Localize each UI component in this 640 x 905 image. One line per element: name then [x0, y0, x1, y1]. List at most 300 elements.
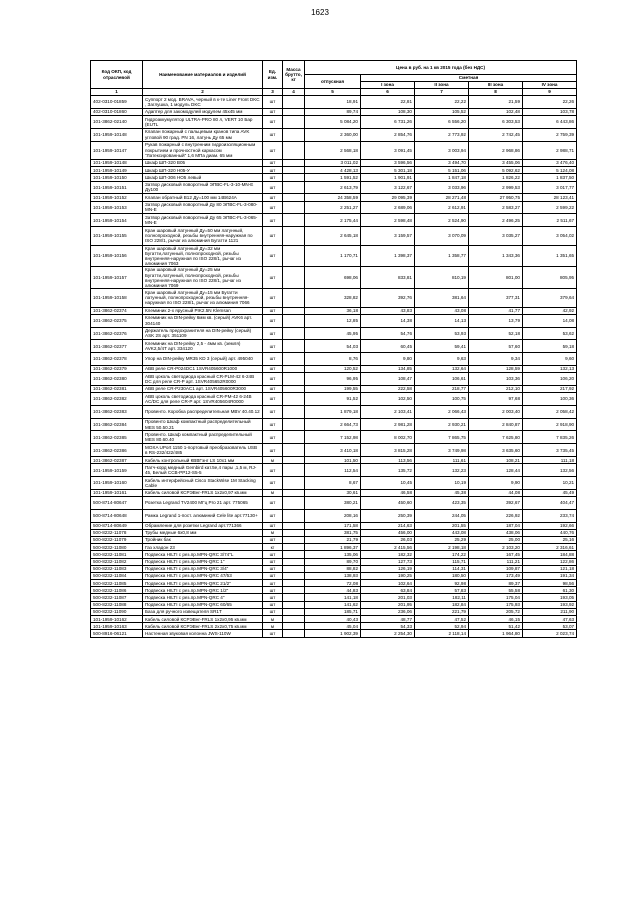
cell-release-price: 2 175,44: [305, 214, 361, 227]
cell-mass: [283, 340, 305, 353]
cell-zone-4-price: 100,36: [523, 393, 577, 406]
cell-code: 500-8232-11079: [91, 536, 143, 543]
cell-code: 500-8232-11082: [91, 558, 143, 565]
cell-zone-2-price: 45,38: [415, 489, 469, 496]
cell-zone-2-price: 381,64: [415, 289, 469, 307]
table-row: [91, 128, 577, 141]
cell-mass: [283, 267, 305, 289]
table-row: [91, 353, 577, 366]
cell-unit: м: [263, 489, 283, 496]
cell-release-price: 120,52: [305, 365, 361, 372]
cell-code: 101-3862-02379: [91, 365, 143, 372]
cell-release-price: 185,71: [305, 608, 361, 615]
cell-release-price: 12,85: [305, 314, 361, 327]
table-row: [91, 565, 577, 572]
cell-zone-3-price: 25,00: [469, 536, 523, 543]
col-number: 7: [415, 89, 469, 96]
cell-unit: шт: [263, 497, 283, 510]
cell-code: 101-3862-02387: [91, 457, 143, 464]
cell-release-price: 24 358,59: [305, 194, 361, 201]
cell-code: 101-3862-02140: [91, 115, 143, 128]
cell-name: Кабель контрольный КВВГэнг LS 10х1 мм: [143, 457, 263, 464]
cell-zone-3-price: 187,04: [469, 522, 523, 529]
cell-code: 101-1959-10150: [91, 174, 143, 181]
cell-zone-2-price: 2 773,92: [415, 128, 469, 141]
table-row: [91, 167, 577, 174]
cell-release-price: 3 410,18: [305, 444, 361, 457]
cell-release-price: 1 902,39: [305, 630, 361, 637]
cell-zone-1-price: 8 002,70: [361, 431, 415, 444]
cell-zone-3-price: 108,21: [469, 457, 523, 464]
cell-zone-1-price: 222,58: [361, 385, 415, 392]
cell-zone-3-price: 44,08: [469, 489, 523, 496]
cell-release-price: 30,61: [305, 489, 361, 496]
cell-code: 101-1959-10155: [91, 227, 143, 245]
cell-zone-1-price: 127,73: [361, 558, 415, 565]
table-row: [91, 108, 577, 115]
header-zone-3: III зона: [469, 82, 523, 89]
cell-unit: шт: [263, 314, 283, 327]
cell-zone-2-price: 106,61: [415, 373, 469, 386]
cell-zone-2-price: 28 271,48: [415, 194, 469, 201]
cell-name: Подвеска HILTI с рез.пр.MPN-QRC 21/2": [143, 580, 263, 587]
cell-mass: [283, 572, 305, 579]
cell-release-price: 89,70: [305, 558, 361, 565]
cell-zone-2-price: 1 847,18: [415, 174, 469, 181]
table-row: [91, 314, 577, 327]
cell-zone-4-price: 42,92: [523, 307, 577, 314]
cell-release-price: 7 152,98: [305, 431, 361, 444]
table-body: [91, 96, 577, 638]
cell-code: 101-3862-02374: [91, 307, 143, 314]
cell-name: ABB цоколь светодиода красный CR-PLM-42 6-24В DC для реле CR-P арт. 1SVR405652R0000: [143, 373, 263, 386]
cell-mass: [283, 509, 305, 522]
cell-mass: [283, 385, 305, 392]
cell-name: Упор на DIN-рейку MR35 KD 3 (серый) арт. 495040: [143, 353, 263, 366]
cell-code: 101-3862-02385: [91, 431, 143, 444]
cell-unit: шт: [263, 96, 283, 109]
cell-release-price: 138,93: [305, 572, 361, 579]
cell-zone-2-price: 221,79: [415, 608, 469, 615]
cell-mass: [283, 497, 305, 510]
cell-name: Подвеска HILTI с рез.пр.MPN-QRC 1": [143, 558, 263, 565]
table-row: [91, 393, 577, 406]
cell-release-price: 380,21: [305, 497, 361, 510]
cell-zone-2-price: 182,84: [415, 601, 469, 608]
cell-release-price: 141,18: [305, 594, 361, 601]
cell-mass: [283, 314, 305, 327]
cell-zone-4-price: 2 023,74: [523, 630, 577, 637]
cell-zone-1-price: 2 854,76: [361, 128, 415, 141]
cell-name: Газ хладон 23: [143, 544, 263, 551]
cell-code: 101-1959-10154: [91, 214, 143, 227]
cell-unit: шт: [263, 245, 283, 267]
cell-release-price: 208,16: [305, 509, 361, 522]
table-row: [91, 558, 577, 565]
cell-zone-1-price: 5 301,18: [361, 167, 415, 174]
table-row: [91, 477, 577, 490]
cell-zone-4-price: 3 476,40: [523, 159, 577, 166]
table-row: [91, 174, 577, 181]
cell-zone-3-price: 801,00: [469, 267, 523, 289]
col-number: 8: [469, 89, 523, 96]
cell-mass: [283, 174, 305, 181]
cell-zone-1-price: 1 398,37: [361, 245, 415, 267]
table-row: [91, 594, 577, 601]
cell-zone-4-price: 53,07: [523, 623, 577, 630]
cell-unit: шт: [263, 307, 283, 314]
cell-zone-2-price: 7 865,75: [415, 431, 469, 444]
cell-zone-2-price: 810,19: [415, 267, 469, 289]
table-row: [91, 365, 577, 372]
cell-code: 500-8232-11087: [91, 594, 143, 601]
cell-release-price: 135,06: [305, 551, 361, 558]
cell-zone-4-price: 193,92: [523, 601, 577, 608]
cell-mass: [283, 536, 305, 543]
header-estimate: Сметная: [361, 75, 577, 82]
cell-zone-3-price: 1 964,80: [469, 630, 523, 637]
table-row: [91, 489, 577, 496]
table-row: [91, 544, 577, 551]
cell-zone-1-price: 450,60: [361, 497, 415, 510]
cell-zone-2-price: 9,63: [415, 353, 469, 366]
cell-zone-2-price: 3 749,98: [415, 444, 469, 457]
cell-release-price: 698,06: [305, 267, 361, 289]
cell-mass: [283, 393, 305, 406]
header-zone-2: II зона: [415, 82, 469, 89]
cell-code: 101-3862-02380: [91, 373, 143, 386]
cell-mass: [283, 365, 305, 372]
cell-zone-2-price: 423,35: [415, 497, 469, 510]
cell-mass: [283, 464, 305, 477]
cell-release-price: 381,75: [305, 529, 361, 536]
cell-unit: кг: [263, 544, 283, 551]
cell-zone-4-price: 121,18: [523, 565, 577, 572]
cell-zone-4-price: 98,56: [523, 580, 577, 587]
cell-zone-1-price: 190,25: [361, 572, 415, 579]
cell-zone-2-price: 114,31: [415, 565, 469, 572]
cell-unit: шт: [263, 551, 283, 558]
cell-unit: шт: [263, 194, 283, 201]
cell-zone-4-price: 191,34: [523, 572, 577, 579]
cell-zone-1-price: 135,72: [361, 464, 415, 477]
cell-zone-3-price: 102,48: [469, 108, 523, 115]
cell-code: 101-1959-10158: [91, 289, 143, 307]
cell-code: 101-3862-02376: [91, 327, 143, 340]
cell-zone-1-price: 29 095,39: [361, 194, 415, 201]
cell-release-price: 2 360,00: [305, 128, 361, 141]
cell-release-price: 112,54: [305, 464, 361, 477]
cell-zone-4-price: 61,30: [523, 587, 577, 594]
cell-zone-3-price: 1 343,36: [469, 245, 523, 267]
cell-release-price: 101,50: [305, 457, 361, 464]
table-row: [91, 623, 577, 630]
table-row: [91, 418, 577, 431]
cell-mass: [283, 96, 305, 109]
cell-unit: шт: [263, 393, 283, 406]
cell-zone-4-price: 1 837,50: [523, 174, 577, 181]
cell-code: 500-8232-11078: [91, 529, 143, 536]
cell-release-price: 199,55: [305, 385, 361, 392]
cell-unit: шт: [263, 327, 283, 340]
cell-zone-2-price: 443,08: [415, 529, 469, 536]
table-row: [91, 214, 577, 227]
cell-unit: шт: [263, 353, 283, 366]
cell-zone-1-price: 126,19: [361, 565, 415, 572]
cell-code: 500-8232-11085: [91, 580, 143, 587]
cell-zone-1-price: 182,32: [361, 551, 415, 558]
cell-zone-4-price: 59,18: [523, 340, 577, 353]
cell-unit: шт: [263, 201, 283, 214]
cell-zone-1-price: 54,33: [361, 623, 415, 630]
cell-zone-4-price: 7 835,26: [523, 431, 577, 444]
col-number: 4: [283, 89, 305, 96]
table-row: [91, 444, 577, 457]
cell-zone-2-price: 1 358,77: [415, 245, 469, 267]
cell-name: Клеммник 2-х ярусный PIK2.5N Klemsan: [143, 307, 263, 314]
cell-zone-4-price: 132,56: [523, 464, 577, 477]
cell-zone-2-price: 47,52: [415, 616, 469, 623]
cell-release-price: 141,62: [305, 601, 361, 608]
cell-zone-1-price: 54,76: [361, 327, 415, 340]
cell-zone-2-price: 3 003,94: [415, 141, 469, 159]
cell-release-price: 89,74: [305, 108, 361, 115]
cell-zone-4-price: 3 054,02: [523, 227, 577, 245]
cell-zone-4-price: 22,26: [523, 96, 577, 109]
cell-mass: [283, 565, 305, 572]
cell-name: Адаптер для закомодулей модулем 45х45 мм: [143, 108, 263, 115]
cell-code: 500-8232-11088: [91, 601, 143, 608]
cell-mass: [283, 587, 305, 594]
cell-zone-1-price: 2 689,06: [361, 201, 415, 214]
page-number: 1623: [311, 8, 329, 17]
cell-code: 101-1959-10162: [91, 616, 143, 623]
cell-zone-4-price: 211,90: [523, 608, 577, 615]
cell-zone-3-price: 27 950,75: [469, 194, 523, 201]
cell-zone-3-price: 57,60: [469, 340, 523, 353]
cell-zone-2-price: 182,11: [415, 594, 469, 601]
table-row: [91, 289, 577, 307]
cell-zone-2-price: 201,55: [415, 522, 469, 529]
cell-zone-3-price: 2 103,20: [469, 544, 523, 551]
cell-zone-1-price: 1 901,91: [361, 174, 415, 181]
cell-zone-1-price: 2 598,48: [361, 214, 415, 227]
cell-unit: шт: [263, 181, 283, 194]
cell-zone-4-price: 3 735,45: [523, 444, 577, 457]
cell-mass: [283, 201, 305, 214]
cell-release-price: 2 645,18: [305, 227, 361, 245]
cell-zone-3-price: 13,79: [469, 314, 523, 327]
cell-zone-3-price: 103,36: [469, 373, 523, 386]
cell-name: Подвеска HILTI с рез.пр.MPN-QRC 1/2": [143, 587, 263, 594]
cell-code: 500-8714-80648: [91, 509, 143, 522]
cell-zone-3-price: 51,42: [469, 623, 523, 630]
cell-code: 101-1959-10157: [91, 267, 143, 289]
cell-zone-2-price: 6 556,20: [415, 115, 469, 128]
cell-name: Клапан обратный B12 Ду=100 мм 14B624А: [143, 194, 263, 201]
cell-code: 101-3862-02378: [91, 353, 143, 366]
cell-unit: шт: [263, 115, 283, 128]
cell-zone-3-price: 2 742,45: [469, 128, 523, 141]
cell-zone-4-price: 111,18: [523, 457, 577, 464]
cell-release-price: 44,83: [305, 587, 361, 594]
cell-zone-1-price: 250,39: [361, 509, 415, 522]
cell-name: Затвор дисковый поворотный Ду 80 ЭПВС-FL-3-080-MN-E: [143, 201, 263, 214]
cell-zone-2-price: 59,41: [415, 340, 469, 353]
cell-unit: шт: [263, 128, 283, 141]
cell-mass: [283, 580, 305, 587]
cell-release-price: 88,82: [305, 565, 361, 572]
cell-unit: шт: [263, 289, 283, 307]
cell-name: Подвеска HILTI с рез.пр.MPN-QRC 60/65: [143, 601, 263, 608]
cell-code: 101-1959-10156: [91, 245, 143, 267]
cell-zone-4-price: 47,63: [523, 616, 577, 623]
cell-mass: [283, 128, 305, 141]
cell-zone-2-price: 3 494,70: [415, 159, 469, 166]
cell-zone-4-price: 25,16: [523, 536, 577, 543]
cell-zone-1-price: 134,85: [361, 365, 415, 372]
cell-release-price: 1 896,37: [305, 544, 361, 551]
cell-zone-2-price: 100,75: [415, 393, 469, 406]
cell-zone-3-price: 392,67: [469, 497, 523, 510]
cell-zone-4-price: 2 759,39: [523, 128, 577, 141]
cell-code: 101-3862-02375: [91, 314, 143, 327]
cell-zone-3-price: 7 625,80: [469, 431, 523, 444]
cell-release-price: 2 568,18: [305, 141, 361, 159]
cell-mass: [283, 245, 305, 267]
cell-zone-4-price: 193,05: [523, 594, 577, 601]
cell-zone-1-price: 2 103,41: [361, 405, 415, 418]
cell-code: 500-8232-11080: [91, 544, 143, 551]
cell-code: 101-1959-10160: [91, 477, 143, 490]
cell-name: Клеммник на DIN-рейку 6мм кв. (серый) AVK6 арт. 304140: [143, 314, 263, 327]
cell-name: Настенная звуковая колонна JWS-110W: [143, 630, 263, 637]
cell-name: Кран шаровый латунный Ду=32 мм Бугатти,латунный, полнопроходной, резьбы внутренняя-наружная по ISO 228/1, рычаг из алюминия 7063: [143, 245, 263, 267]
cell-zone-1-price: 46,58: [361, 489, 415, 496]
cell-zone-1-price: 201,95: [361, 601, 415, 608]
cell-mass: [283, 159, 305, 166]
cell-zone-1-price: 10,45: [361, 477, 415, 490]
cell-release-price: 96,95: [305, 373, 361, 386]
cell-mass: [283, 327, 305, 340]
table-row: [91, 536, 577, 543]
cell-zone-4-price: 45,49: [523, 489, 577, 496]
cell-zone-3-price: 2 968,86: [469, 141, 523, 159]
cell-zone-2-price: 174,22: [415, 551, 469, 558]
cell-zone-4-price: 53,62: [523, 327, 577, 340]
header-mass: Масса брутто, кг: [283, 61, 305, 89]
cell-mass: [283, 115, 305, 128]
cell-name: Гидроаккумулятор ULTRA-PRO 80 л, VERT 10 Бар (EUTL: [143, 115, 263, 128]
cell-zone-2-price: 111,61: [415, 457, 469, 464]
cell-mass: [283, 353, 305, 366]
table-row: [91, 327, 577, 340]
cell-zone-3-price: 3 035,27: [469, 227, 523, 245]
table-row: [91, 580, 577, 587]
cell-release-price: 3 011,02: [305, 159, 361, 166]
cell-name: Провенто. Шкаф компактный распределительный MES 80.60.40: [143, 431, 263, 444]
cell-release-price: 45,95: [305, 327, 361, 340]
cell-zone-4-price: 106,20: [523, 373, 577, 386]
cell-zone-2-price: 2 066,43: [415, 405, 469, 418]
cell-mass: [283, 601, 305, 608]
cell-code: 101-3862-02382: [91, 393, 143, 406]
cell-mass: [283, 630, 305, 637]
cell-mass: [283, 227, 305, 245]
cell-zone-3-price: 173,49: [469, 572, 523, 579]
cell-mass: [283, 141, 305, 159]
cell-zone-2-price: 2 524,90: [415, 214, 469, 227]
table-row: [91, 141, 577, 159]
cell-zone-2-price: 92,98: [415, 580, 469, 587]
cell-zone-1-price: 63,84: [361, 587, 415, 594]
table-row: [91, 616, 577, 623]
cell-unit: шт: [263, 464, 283, 477]
cell-release-price: 8,76: [305, 353, 361, 366]
table-row: [91, 227, 577, 245]
cell-release-price: 54,03: [305, 340, 361, 353]
cell-name: Кабель силовой КСРЭВнг-FRLS 1х2х0,97 кв.мм: [143, 489, 263, 496]
cell-name: Шкаф ШП-320 В05: [143, 159, 263, 166]
cell-mass: [283, 431, 305, 444]
cell-zone-3-price: 97,68: [469, 393, 523, 406]
cell-zone-1-price: 102,64: [361, 580, 415, 587]
col-number: 1: [91, 89, 143, 96]
header-zone-4: IV зона: [523, 82, 577, 89]
cell-release-price: 45,04: [305, 623, 361, 630]
cell-zone-3-price: 41,77: [469, 307, 523, 314]
cell-zone-3-price: 2 003,40: [469, 405, 523, 418]
cell-zone-1-price: 236,06: [361, 608, 415, 615]
cell-unit: шт: [263, 174, 283, 181]
cell-zone-1-price: 392,76: [361, 289, 415, 307]
table-row: [91, 551, 577, 558]
cell-zone-4-price: 122,86: [523, 558, 577, 565]
cell-zone-1-price: 3 596,56: [361, 159, 415, 166]
cell-unit: шт: [263, 141, 283, 159]
cell-mass: [283, 457, 305, 464]
cell-name: MOXA UPort 1150 1-портовый преобразователь USB в RS-232/422/485: [143, 444, 263, 457]
cell-zone-4-price: 217,92: [523, 385, 577, 392]
table-row: [91, 497, 577, 510]
col-number: 2: [143, 89, 263, 96]
cell-zone-2-price: 115,71: [415, 558, 469, 565]
header-release: отпускная: [305, 75, 361, 89]
cell-name: Рамка Legrand 1-пост. алюминий Cele lite арт.77130+: [143, 509, 263, 522]
cell-mass: [283, 522, 305, 529]
cell-release-price: 5 084,20: [305, 115, 361, 128]
cell-zone-4-price: 2 058,42: [523, 405, 577, 418]
cell-zone-2-price: 14,13: [415, 314, 469, 327]
cell-name: Кран шаровый латунный Ду=15 мм Бугатти латунный, полнопроходной, резьбы внутренняя-наружная по ISO 228/1, рычаг из алюминия 7066: [143, 289, 263, 307]
cell-zone-2-price: 43,08: [415, 307, 469, 314]
cell-code: 101-1959-10163: [91, 623, 143, 630]
cell-unit: шт: [263, 572, 283, 579]
cell-release-price: 328,82: [305, 289, 361, 307]
table-row: [91, 630, 577, 637]
cell-zone-3-price: 205,72: [469, 608, 523, 615]
cell-zone-1-price: 14,38: [361, 314, 415, 327]
table-row: [91, 431, 577, 444]
table-row: [91, 181, 577, 194]
cell-code: 101-1959-10152: [91, 194, 143, 201]
cell-code: 101-3862-02386: [91, 444, 143, 457]
cell-zone-4-price: 3 017,77: [523, 181, 577, 194]
cell-code: 402-0310-01859: [91, 96, 143, 109]
header-name: Наименование материалов и изделий: [143, 61, 263, 89]
cell-zone-3-price: 226,92: [469, 509, 523, 522]
cell-zone-2-price: 2 118,14: [415, 630, 469, 637]
